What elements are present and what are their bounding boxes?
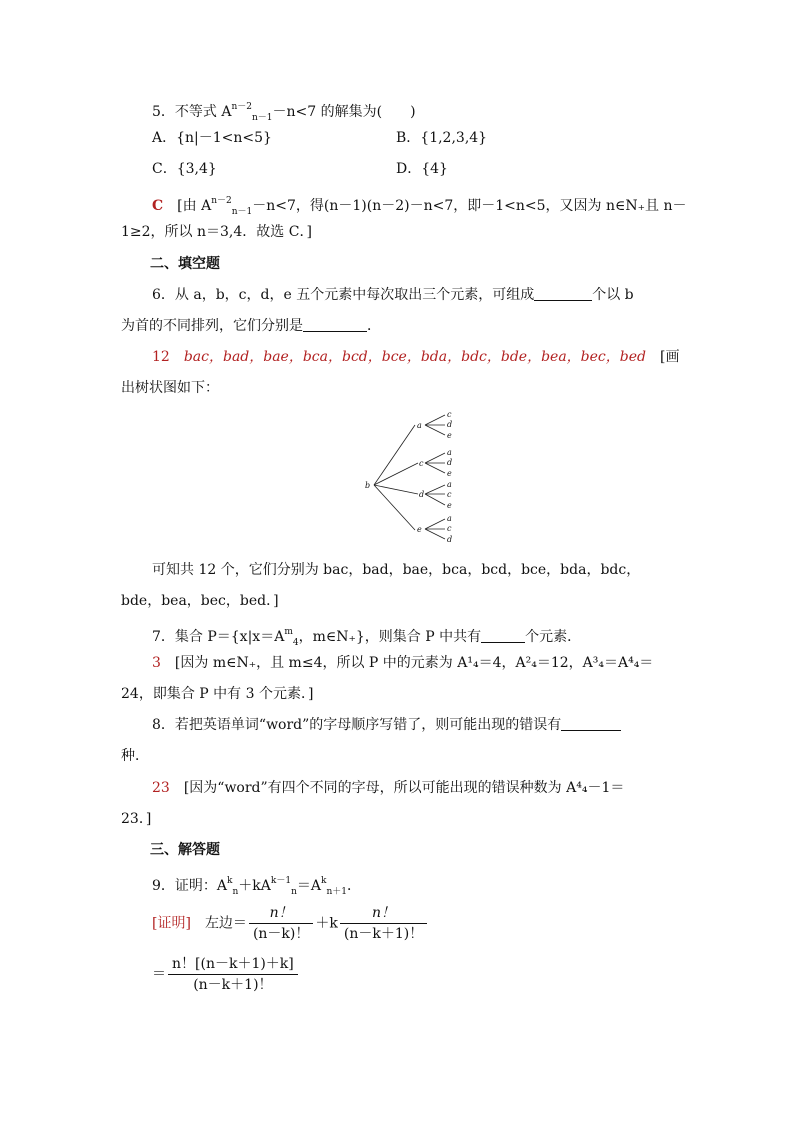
q5-explanation-line1: C [由 $A^{n-2}_{n-1}-n<7$，得(n－1)(n－2)－n<7，即－1<n<5，又因为 n∈N₊且 n－	[152, 196, 687, 217]
q9-fraction-1: $\frac{n!}{(n-k)!}$	[249, 904, 313, 943]
tree-node-a: a	[417, 421, 422, 430]
tree-leaf: a	[447, 514, 452, 523]
q7-answer-number: 3	[152, 655, 161, 671]
tree-root: b	[365, 481, 371, 490]
tree-leaf: c	[447, 490, 452, 499]
section-heading-fill-in: 二、填空题	[150, 256, 220, 272]
tree-leaf: d	[447, 420, 453, 429]
q6-answer-number: 12	[152, 349, 170, 365]
q9-stem: 9．证明：$A^k_n+kA^{k-1}_n=A^k_{n+1}$．	[152, 876, 361, 897]
tree-leaf: e	[447, 501, 452, 510]
q5-explanation-line2: 1≥2，所以 n＝3,4．故选 C．]	[121, 224, 312, 240]
tree-node-c: c	[419, 459, 424, 468]
q8-explanation-line1: 23 [因为“word”有四个不同的字母，所以可能出现的错误种数为 A⁴₄－1＝	[152, 780, 625, 796]
tree-leaf: d	[447, 458, 453, 467]
q7-explanation-line2: 24，即集合 P 中有 3 个元素．]	[121, 686, 314, 702]
tree-leaf: a	[447, 480, 452, 489]
q6-blank-2	[303, 317, 367, 332]
q8-answer-number: 23	[152, 780, 170, 796]
tree-leaf: a	[447, 448, 452, 457]
tree-node-e: e	[417, 525, 422, 534]
q9-fraction-2: $\frac{n!}{(n-k+1)!}$	[340, 904, 427, 943]
q6-answer-line1: 12 bac，bad，bae，bca，bcd，bce，bda，bdc，bde，bea，bec，bed [画	[152, 349, 680, 365]
q8-explanation-line2: 23．]	[121, 811, 152, 827]
q8-stem-line2: 种．	[121, 748, 149, 764]
tree-leaf: e	[447, 469, 452, 478]
tree-leaf: c	[447, 524, 452, 533]
q9-proof-line2: ＝ $\frac{n![(n-k+1)+k]}{(n-k+1)!}$	[152, 955, 300, 994]
q6-conclusion-line2: bde，bea，bec，bed．]	[121, 593, 279, 609]
section-heading-solutions: 三、解答题	[150, 842, 220, 858]
q6-stem-line1: 6．从 a，b，c，d，e 五个元素中每次取出三个元素，可组成 个以 b	[152, 287, 634, 303]
q5-option-b: B．{1,2,3,4}	[396, 130, 488, 146]
tree-leaf: e	[447, 431, 452, 440]
q9-proof-label: [证明]	[152, 915, 191, 932]
tree-node-d: d	[419, 490, 425, 499]
q8-stem-line1: 8．若把英语单词“word”的字母顺序写错了，则可能出现的错误有	[152, 715, 621, 735]
q7-stem: 7．集合 $P=\{x|x=A^m_4$，m∈N₊}，则集合 P 中共有 个元素．	[152, 627, 582, 648]
q6-conclusion-line1: 可知共 12 个，它们分别为 bac，bad，bae，bca，bcd，bce，bda，bdc，	[152, 562, 641, 578]
q6-stem-line2: 为首的不同排列，它们分别是 ．	[121, 318, 381, 334]
q5-option-d: D．{4}	[396, 161, 448, 177]
q6-blank-1	[534, 286, 592, 301]
q5-answer-letter: C	[152, 198, 164, 214]
q8-blank	[561, 716, 621, 731]
q6-answer-list: bac，bad，bae，bca，bcd，bce，bda，bdc，bde，bea，bec，bed	[183, 349, 646, 365]
q6-tree-diagram	[355, 405, 465, 545]
tree-leaf: d	[447, 535, 453, 544]
q7-blank	[481, 628, 525, 643]
q9-fraction-3: $\frac{n![(n-k+1)+k]}{(n-k+1)!}$	[168, 955, 298, 994]
q6-answer-line2: 出树状图如下：	[121, 380, 219, 396]
tree-leaf: c	[447, 410, 452, 419]
q5-option-a: A．{n|－1<n<5}	[152, 130, 272, 146]
q5-stem: 5．不等式 $A^{n-2}_{n-1}-n<7$ 的解集为( )	[152, 102, 416, 123]
q9-proof-line1: [证明] 左边＝ $\frac{n!}{(n-k)!}$ ＋k $\frac{n!}{(n-k+1)!}$	[152, 904, 429, 943]
q5-option-c: C．{3,4}	[152, 161, 217, 177]
q7-explanation-line1: 3 [因为 m∈N₊，且 m≤4，所以 P 中的元素为 A¹₄＝4，A²₄＝12，A³₄＝A⁴₄＝	[152, 655, 654, 671]
